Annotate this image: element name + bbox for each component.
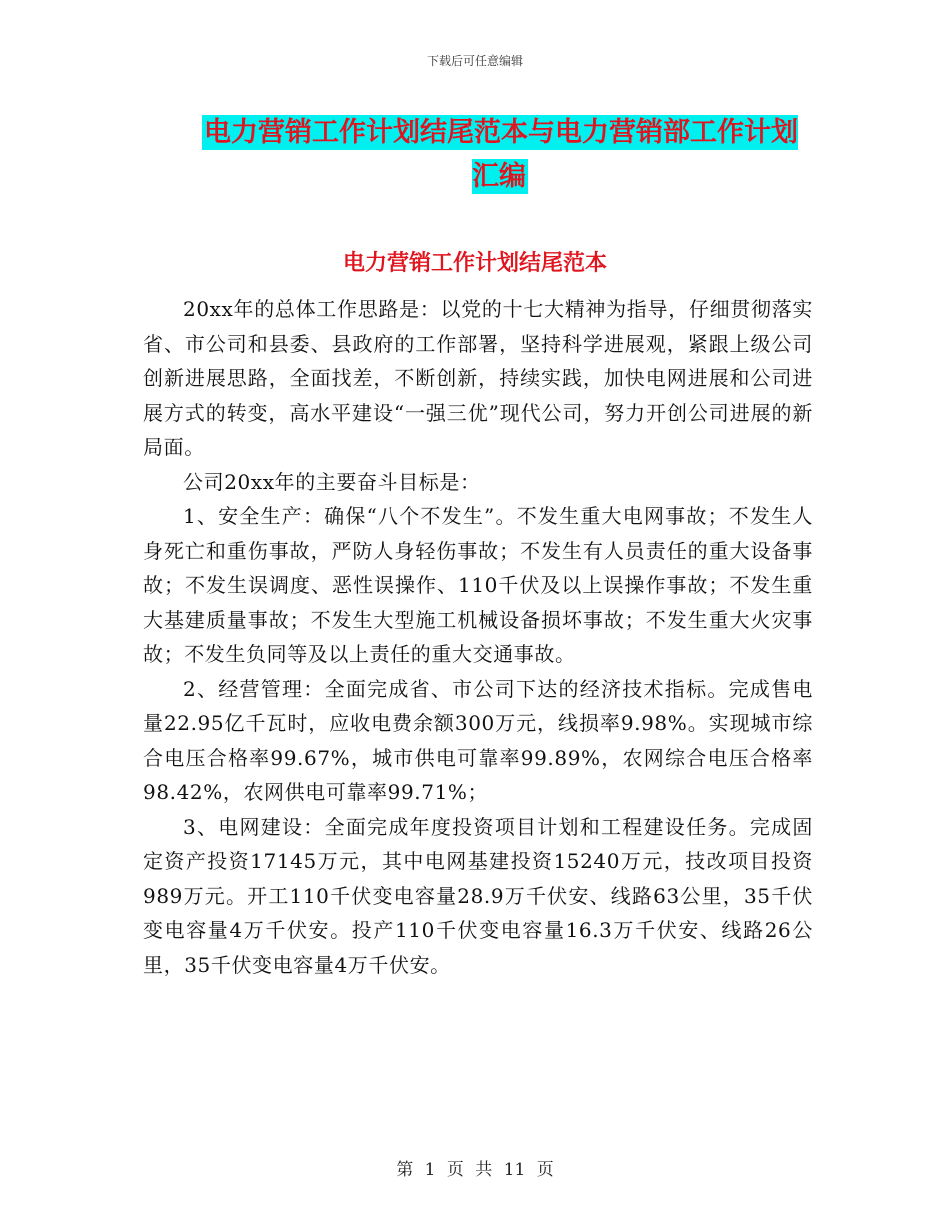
page-number-footer: 第 1 页 共 11 页 — [396, 1160, 554, 1180]
document-title — [190, 111, 810, 199]
document-body — [143, 292, 813, 982]
header-note: 下载后可任意编辑 — [426, 54, 523, 68]
paragraph-goals-intro: 公司20xx年的主要奋斗目标是： — [183, 469, 481, 494]
paragraph-overall-approach: 20xx年的总体工作思路是：以党的十七大精神为指导，仔细贯彻落实省、市公司和县委、县政府的工作部署，坚持科学进展观，紧跟上级公司创新进展思路，全面找差，不断创新，持续实践，加快电网进展和公司进展方式的转变，高水平建设“一强三优”现代公司，努力开创公司进展的新局面。 — [143, 297, 813, 459]
document-title-text: 电力营销工作计划结尾范本与电力营销部工作计划汇编 — [204, 117, 798, 192]
section-title: 电力营销工作计划结尾范本 — [342, 250, 607, 276]
paragraph-operations-management: 2、经营管理：全面完成省、市公司下达的经济技术指标。完成售电量22.95亿千瓦时，应收电费余额300万元，线损率9.98%。实现城市综合电压合格率99.67%，城市供电可靠率99.89%，农网综合电压合格率98.42%，农网供电可靠率99.71%； — [143, 676, 813, 804]
paragraph-grid-construction: 3、电网建设：全面完成年度投资项目计划和工程建设任务。完成固定资产投资17145万元，其中电网基建投资15240万元，技改项目投资989万元。开工110千伏变电容量28.9万千伏安、线路63公里，35千伏变电容量4万千伏安。投产110千伏变电容量16.3万千伏安、线路26公里，35千伏变电容量4万千伏安。 — [143, 814, 813, 977]
paragraph-safety-production: 1、安全生产：确保“八个不发生”。不发生重大电网事故；不发生人身死亡和重伤事故，严防人身轻伤事故；不发生有人员责任的重大设备事故；不发生误调度、恶性误操作、110千伏及以上误操作事故；不发生重大基建质量事故；不发生大型施工机械设备损坏事故；不发生重大火灾事故；不发生负同等及以上责任的重大交通事故。 — [143, 504, 813, 666]
